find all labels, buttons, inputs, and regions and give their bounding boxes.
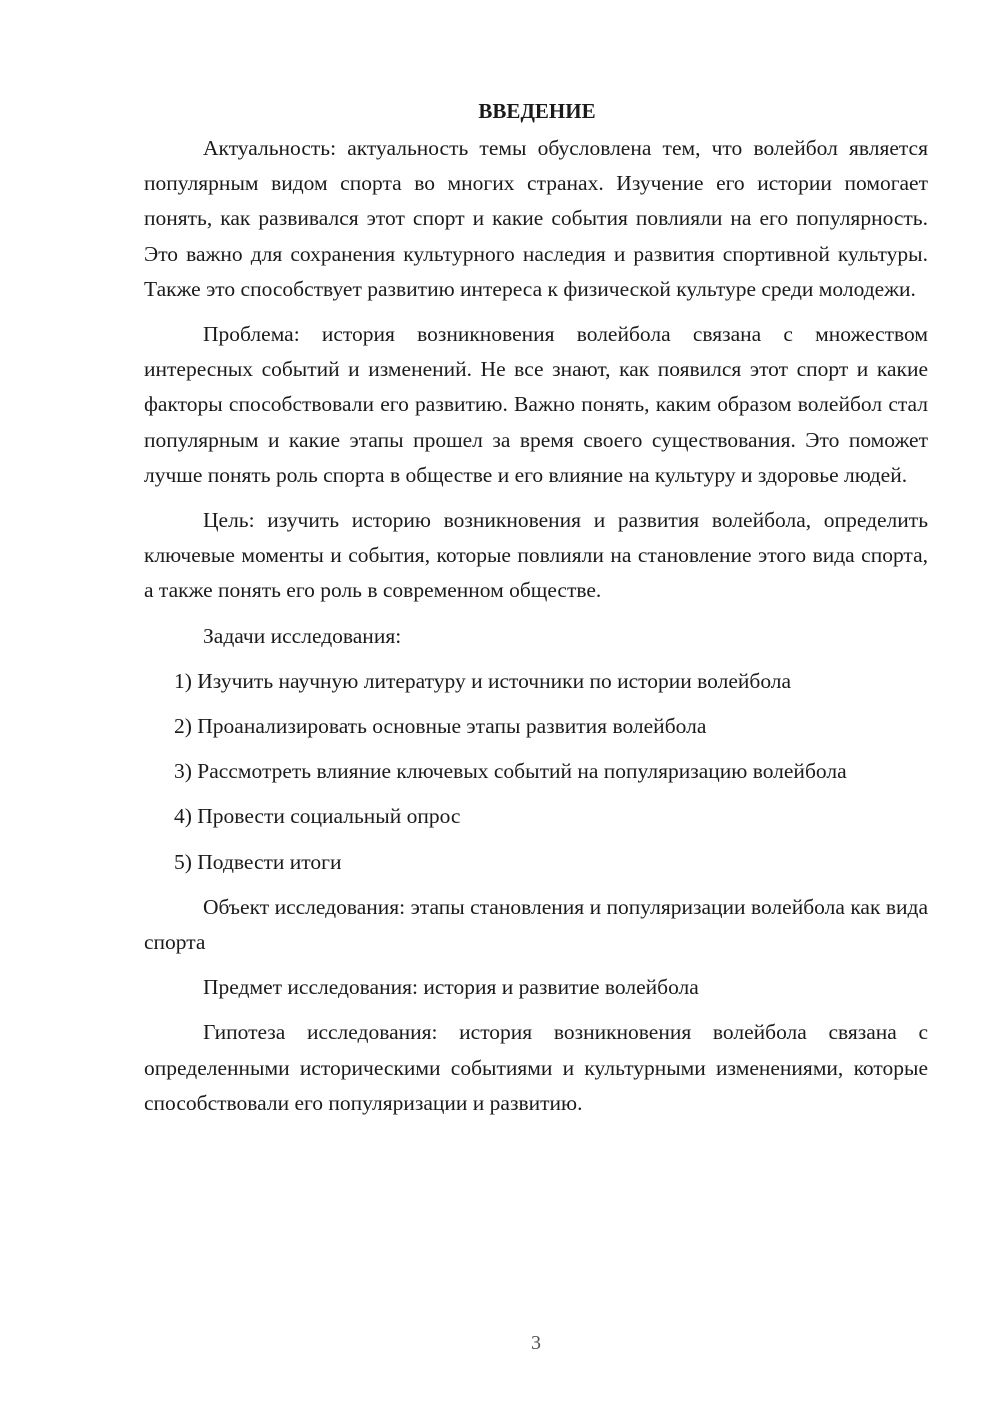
task-item-5: 5) Подвести итоги [174,849,342,874]
paragraph-object: Объект исследования: этапы становления и популяризации волейбола как вида спорта [144,894,928,955]
paragraph-problem: Проблема: история возникновения волейбола связана с множеством интересных событий и изменений. Не все знают, как появился этот спорт и какие факторы способствовали его развитию. Важно понять, каким образом волейбол стал популярным и какие этапы прошел за время своего существования. Это поможет лучше понять роль спорта в обществе и его влияние на культуру и здоровье людей. [144,322,928,487]
document-title: ВВЕДЕНИЕ [478,99,596,123]
tasks-heading: Задачи исследования: [203,623,402,648]
task-item-4: 4) Провести социальный опрос [174,804,461,829]
task-item-2: 2) Проанализировать основные этапы развития волейбола [174,714,707,739]
task-item-1: 1) Изучить научную литературу и источники по истории волейбола [174,668,792,693]
paragraph-relevance: Актуальность: актуальность темы обусловлена тем, что волейбол является популярным видом спорта во многих странах. Изучение его истории помогает понять, как развивался этот спорт и какие события повлияли на его популярность. Это важно для сохранения культурного наследия и развития спортивной культуры. Также это способствует развитию интереса к физической культуре среди молодежи. [144,136,928,301]
page-number: 3 [531,1332,541,1354]
paragraph-goal: Цель: изучить историю возникновения и развития волейбола, определить ключевые моменты и события, которые повлияли на становление этого вида спорта, а также понять его роль в современном обществе. [144,508,928,603]
task-item-3: 3) Рассмотреть влияние ключевых событий на популяризацию волейбола [174,759,847,784]
document-page [144,94,928,1131]
paragraph-hypothesis: Гипотеза исследования: история возникновения волейбола связана с определенными историческими событиями и культурными изменениями, которые способствовали его популяризации и развитию. [144,1020,928,1115]
paragraph-subject: Предмет исследования: история и развитие волейбола [203,975,699,1000]
